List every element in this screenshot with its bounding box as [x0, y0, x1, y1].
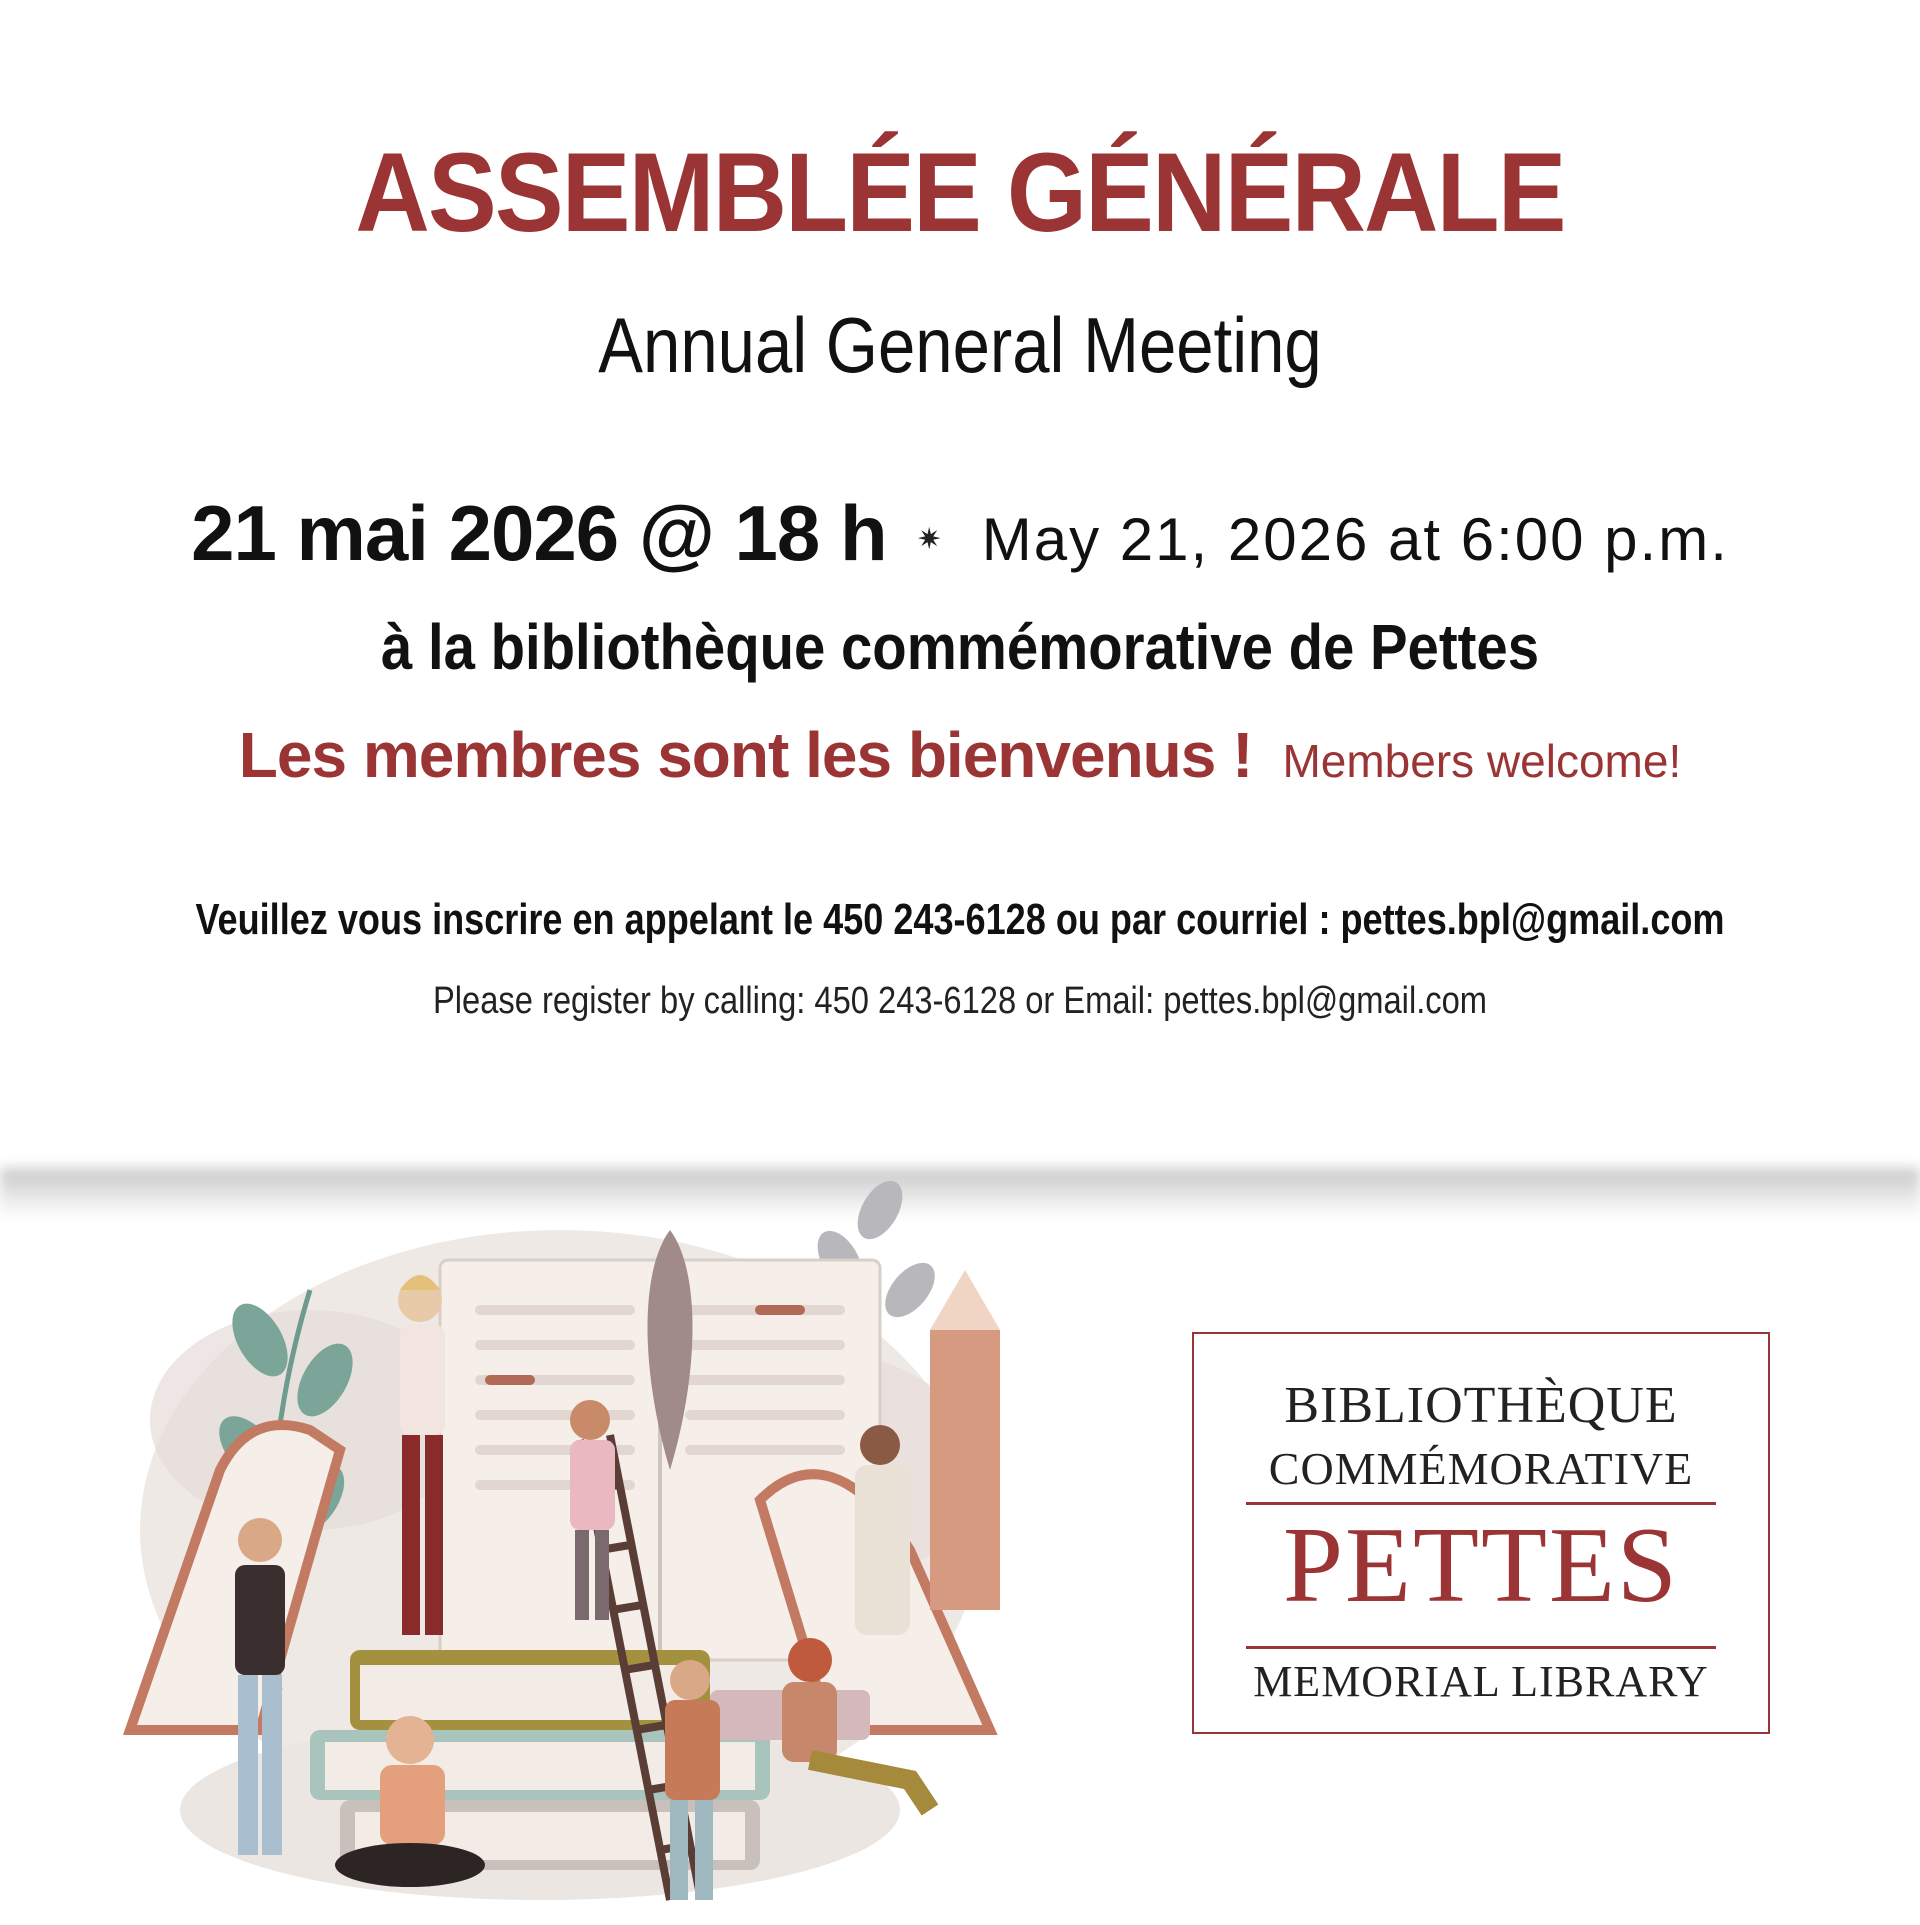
page-title: ASSEMBLÉE GÉNÉRALE	[355, 130, 1565, 255]
event-venue: à la bibliothèque commémorative de Pettes	[380, 611, 1540, 683]
registration-en: Please register by calling: 450 243-6128 or Email: pettes.bpl@gmail.com	[432, 980, 1488, 1022]
event-date-fr: 21 mai 2026 @ 18 h	[191, 489, 887, 577]
logo-name: PETTES	[1282, 1506, 1679, 1625]
page-subtitle: Annual General Meeting	[598, 301, 1322, 389]
registration-fr: Veuillez vous inscrire en appelant le 450 243-6128 ou par courriel : pettes.bpl@gmail.com	[195, 895, 1725, 944]
books-illustration	[110, 1170, 1070, 1920]
star-separator-icon: ✷	[916, 522, 942, 556]
event-date-row	[0, 488, 1920, 579]
books-people-illustration-icon	[110, 1170, 1070, 1920]
welcome-en: Members welcome!	[1282, 735, 1682, 787]
logo-divider-bottom	[1246, 1646, 1716, 1649]
logo-line-memorial-library: MEMORIAL LIBRARY	[1253, 1657, 1709, 1706]
library-logo	[1192, 1332, 1770, 1734]
welcome-fr: Les membres sont les bienvenus !	[238, 719, 1253, 791]
logo-line-commemorative: COMMÉMORATIVE	[1268, 1443, 1694, 1494]
logo-line-bibliotheque: BIBLIOTHÈQUE	[1284, 1377, 1678, 1434]
event-date-en: May 21, 2026 at 6:00 p.m.	[981, 506, 1729, 573]
welcome-row	[0, 718, 1920, 792]
